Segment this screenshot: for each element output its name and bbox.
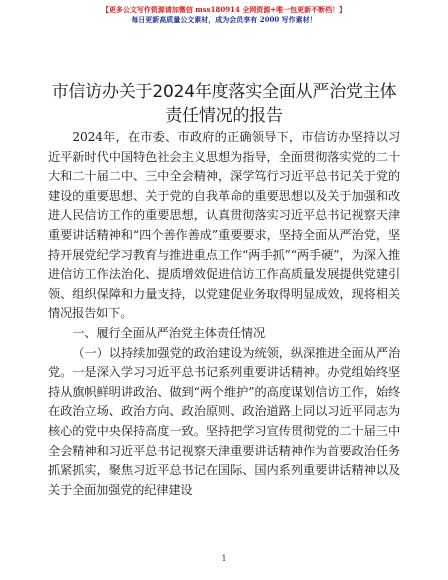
- section-heading-1: 一、履行全面从严治党主体责任情况: [72, 325, 265, 340]
- document-title: 市信访办关于2024年度落实全面从严治党主体责任情况的报告: [51, 82, 397, 126]
- paragraph-section-1: （一）以持续加强党的政治建设为统领，纵深推进全面从严治党。一是深入学习习近平总书记系列重要讲话精神。办党组始终坚持从旗帜鲜明讲政治、做到“两个维护”的高度谋划信访工作，始终在政治立场、政治方向、政治原则、政治道路上同以习近平同志为核心的党中央保持高度一致。坚持把学习宣传贯彻党的二十届三中全会精神和习近平总书记视察天津重要讲话精神作为首要政治任务抓紧抓实，聚焦习近平总书记在国际、国内系列重要讲话精神以及关于全面加强党的纪律建设: [48, 345, 400, 497]
- promo-banner: [0, 5, 448, 25]
- paragraph-intro: 2024年，在市委、市政府的正确领导下，市信访办坚持以习近平新时代中国特色社会主义思想为指导，全面贯彻落实党的二十大和二十届二中、三中全会精神，深学笃行习近平总书记关于党的建设的重要思想、关于党的自我革命的重要思想以及关于加强和改进人民信访工作的重要思想，认真贯彻落实习近平总书记视察天津重要讲话精神和“四个善作善成”重要要求，坚持全面从严治党，坚持开展党纪学习教育与推进重点工作“两手抓”“两手硬”，为深入推进信访工作法治化、提质增效促进信访工作高质量发展提供党建引领、组织保障和力量支持，以党建促业务取得明显成效，现将相关情况报告如下。: [48, 130, 400, 321]
- promo-line-1: 【更多公文写作资源请加微信 mss180914 全网资源+唯一包更新不断档！】: [101, 5, 347, 14]
- promo-line-2: 每日更新高质量公文素材，成为会员享有 2000 写作素材！: [131, 15, 317, 24]
- page-number: 1: [221, 554, 227, 563]
- document-body: [48, 128, 400, 500]
